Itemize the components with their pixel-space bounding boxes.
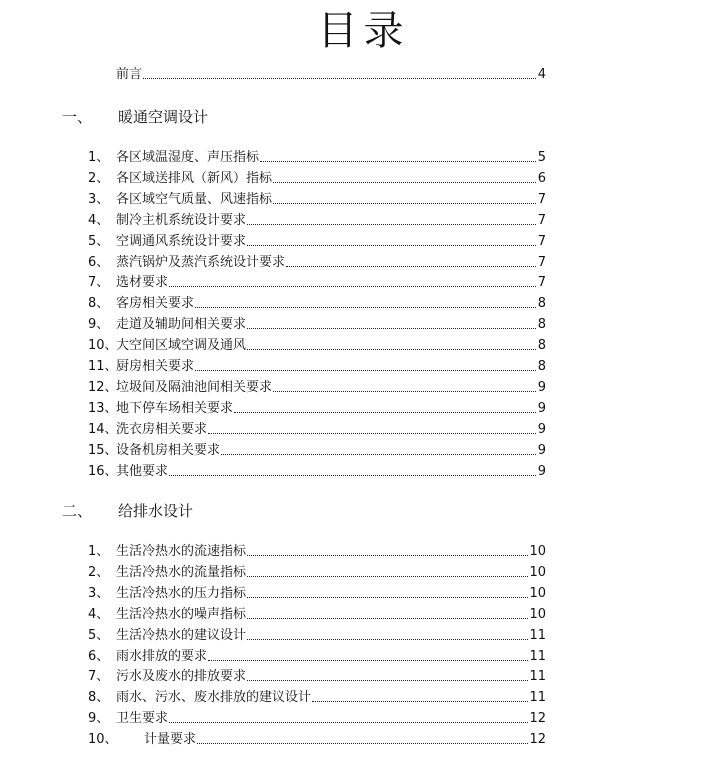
toc-entry-number: 9、 [88,711,110,727]
toc-entry-label: 各区域空气质量、风速指标 [116,191,273,207]
dot-leader [208,659,528,661]
toc-entry-number: 4、 [88,212,110,228]
toc-entry-label: 各区域温湿度、声压指标 [116,150,260,165]
toc-page-number: 9 [537,463,546,479]
toc-preface-entry[interactable] [116,64,546,82]
toc-entry-label: 卫生要求 [116,711,169,727]
toc-entry[interactable] [88,605,546,622]
toc-page-number: 10 [529,544,546,559]
toc-entry[interactable] [88,378,546,395]
dot-leader [221,453,536,455]
toc-entry-number: 16、 [88,463,118,479]
toc-page-number: 8 [537,296,546,312]
toc-entry[interactable] [88,688,546,705]
toc-page-number: 12 [529,732,546,748]
toc-entry-label: 各区域送排风（新风）指标 [116,170,273,186]
toc-page-number: 7 [537,233,546,249]
toc-page-number: 11 [529,669,546,685]
toc-entry-label: 生活冷热水的压力指标 [116,585,247,601]
dot-leader [234,411,536,413]
dot-leader [247,223,536,225]
toc-entry[interactable] [88,294,546,311]
toc-entry-number: 8、 [88,296,110,312]
toc-entry[interactable] [88,148,546,165]
section-heading[interactable] [62,106,208,127]
toc-entry-label: 客房相关要求 [116,296,195,312]
toc-entry-label: 设备机房相关要求 [116,442,221,458]
toc-entry[interactable] [88,709,546,726]
toc-entry[interactable] [88,273,546,290]
toc-entry-label: 生活冷热水的建议设计 [116,627,247,643]
toc-entry-number: 5、 [88,627,110,643]
toc-entry[interactable] [88,232,546,249]
toc-entry-number: 6、 [88,648,110,664]
toc-entry[interactable] [88,730,546,747]
toc-entry[interactable] [88,253,546,270]
toc-entry-number: 6、 [88,254,110,270]
toc-page-number: 6 [537,170,546,186]
toc-page-number: 11 [529,648,546,664]
dot-leader [247,638,528,640]
toc-entry[interactable] [88,563,546,580]
dot-leader [312,700,528,702]
toc-entry-label: 洗衣房相关要求 [116,421,208,437]
toc-entry-label: 前言 [116,67,143,82]
toc-entry[interactable] [88,462,546,479]
toc-entry-number: 1、 [88,150,110,165]
section-title: 暖通空调设计 [118,108,209,126]
toc-page-number: 9 [537,400,546,416]
dot-leader [143,77,536,79]
dot-leader [169,474,536,476]
dot-leader [273,181,536,183]
toc-entry[interactable] [88,336,546,353]
dot-leader [208,432,536,434]
toc-entry-number: 5、 [88,233,110,249]
dot-leader [247,554,528,556]
toc-entry[interactable] [88,441,546,458]
toc-entry-number: 9、 [88,317,110,333]
toc-entry-label: 空调通风系统设计要求 [116,233,247,249]
toc-entry[interactable] [88,169,546,186]
toc-entry-number: 1、 [88,544,110,559]
toc-entry-label: 大空间区域空调及通风 [116,338,247,354]
toc-entry-number: 4、 [88,606,110,622]
dot-leader [247,575,528,577]
toc-entry-number: 3、 [88,191,110,207]
toc-page-number: 7 [537,212,546,228]
dot-leader [247,596,528,598]
toc-page-number: 11 [529,627,546,643]
toc-entry-label: 其他要求 [116,463,169,479]
dot-leader [286,265,536,267]
toc-entry-label: 厨房相关要求 [116,359,195,374]
section-heading[interactable] [62,500,193,521]
toc-entry[interactable] [88,190,546,207]
toc-page-number: 12 [529,711,546,727]
dot-leader [197,742,528,744]
toc-entry-label: 生活冷热水的噪声指标 [116,606,247,622]
toc-page-number: 10 [529,564,546,580]
toc-page-number: 7 [537,254,546,270]
dot-leader [273,390,536,392]
section-title: 给排水设计 [118,502,194,520]
section-number: 一、 [62,108,93,126]
toc-page-number: 8 [537,317,546,333]
toc-entry-number: 13、 [88,400,118,416]
section-number: 二、 [62,502,93,520]
toc-page-number: 10 [529,606,546,622]
toc-entry-number: 11、 [88,359,118,374]
dot-leader [273,202,536,204]
toc-entry-number: 2、 [88,564,110,580]
toc-entry[interactable] [88,420,546,437]
toc-entry[interactable] [88,211,546,228]
dot-leader [169,721,528,723]
toc-entry-label: 走道及辅助间相关要求 [116,317,247,333]
toc-page-number: 8 [537,338,546,354]
toc-entry[interactable] [88,315,546,332]
dot-leader [247,327,536,329]
toc-page-number: 9 [537,379,546,395]
toc-entry[interactable] [88,667,546,684]
dot-leader [195,306,536,308]
toc-entry-label: 垃圾间及隔油池间相关要求 [116,379,273,395]
toc-entry-label: 污水及废水的排放要求 [116,669,247,685]
toc-page-number: 8 [537,359,546,374]
toc-entry[interactable] [88,542,546,559]
toc-entry-number: 8、 [88,690,110,706]
toc-entry-number: 10、 [88,338,118,354]
toc-entry-number: 2、 [88,170,110,186]
toc-page-number: 4 [537,67,546,82]
toc-entry-label: 制冷主机系统设计要求 [116,212,247,228]
toc-entry-label: 生活冷热水的流速指标 [116,544,247,559]
toc-entry[interactable] [88,647,546,664]
toc-page-number: 7 [537,275,546,291]
dot-leader [247,679,528,681]
dot-leader [195,369,536,371]
toc-page-number: 9 [537,421,546,437]
toc-page-number: 11 [529,690,546,706]
toc-entry[interactable] [88,626,546,643]
toc-entry-number: 14、 [88,421,118,437]
toc-entry-number: 12、 [88,379,118,395]
toc-entry[interactable] [88,584,546,601]
dot-leader [247,617,528,619]
toc-entry-number: 15、 [88,442,118,458]
toc-entry-label: 生活冷热水的流量指标 [116,564,247,580]
toc-page-number: 5 [537,150,546,165]
toc-entry-label: 雨水、污水、废水排放的建议设计 [116,690,312,706]
dot-leader [247,244,536,246]
page-title: 目录 [317,8,410,54]
toc-entry[interactable] [88,357,546,374]
toc-entry-label: 计量要求 [144,732,197,748]
toc-entry-label: 蒸汽锅炉及蒸汽系统设计要求 [116,254,286,270]
toc-entry-number: 3、 [88,585,110,601]
toc-entry-number: 7、 [88,275,110,291]
toc-page-number: 7 [537,191,546,207]
dot-leader [247,348,536,350]
toc-entry-label: 地下停车场相关要求 [116,400,234,416]
toc-entry-number: 10、 [88,732,118,748]
toc-entry[interactable] [88,399,546,416]
toc-entry-label: 选材要求 [116,275,169,291]
dot-leader [260,160,536,162]
toc-entry-label: 雨水排放的要求 [116,648,208,664]
dot-leader [169,285,536,287]
toc-page-number: 9 [537,442,546,458]
toc-page-number: 10 [529,585,546,601]
toc-entry-number: 7、 [88,669,110,685]
